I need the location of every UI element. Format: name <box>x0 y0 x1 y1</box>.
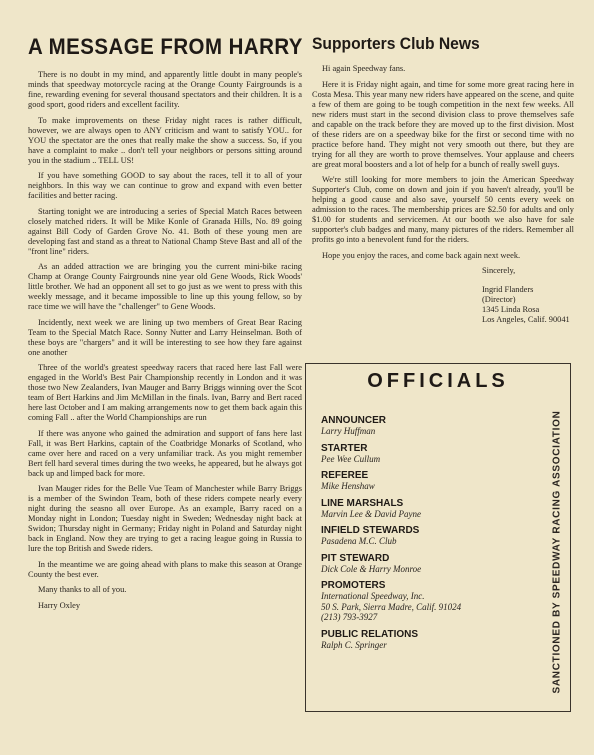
paragraph: Ivan Mauger rides for the Belle Vue Team of Manchester while Barry Briggs is a member of the Swindon Team, both of these riders compete nearly every night during the seasno all over Europe. As an example, Barry raced on a Monday night in London; Tuesday night in Sweden; Wednesday night back at Swidon; Thursday night in Germany; Friday night in Poland and Saturday night back in England. Now they are trying to get a racing league going in Russia to lure the top British and Swede riders. <box>28 484 302 553</box>
official-role: ANNOUNCER <box>321 415 386 426</box>
official-entry <box>321 443 536 465</box>
official-name: Pasadena M.C. Club <box>321 536 397 546</box>
paragraph: We're still looking for more members to join the American Speedway Supporter's Club, come on down and join if you haven't already, you'll be helping a good cause and also save, yourself 50 cents every week on admission to the races. The membership prices are $2.50 for adults and only $1.00 for students and servicemen. At our booth we also have for sale supporter's club badges and many, many pictures of the riders. Remember all profits go into a benevolent fund for the riders. <box>312 175 574 244</box>
signature-line: 1345 Linda Rosa <box>482 305 540 314</box>
official-name: (213) 793-3927 <box>321 612 378 622</box>
paragraph: Starting tonight we are introducing a series of Special Match Races between closely matched riders. It will be Mike Konle of Granada Hills, No. 89 going against Bill Cody of Garden Grove No. 41. Both of these young men are developing fast and stand as a threat to National Champ Steve Bast and all of the "front line" riders. <box>28 206 302 256</box>
officials-title: OFFICIALS <box>367 370 509 392</box>
signature-line: (Director) <box>482 295 516 304</box>
paragraph: Three of the world's greatest speedway racers that raced here last Fall were engaged in the World's Best Pair Championship recently in London and it was those two New Zealanders, Ivan Mauger and Barry Briggs winning over the Scot team of Bert Harkins and Jim McMillan in the finals. Ivan, Barry and Bert raced here last October and I am making arrangements now to get them back again this coming Fall .. after the World Championships are run <box>28 363 302 422</box>
official-name: Marvin Lee & David Payne <box>321 508 421 519</box>
official-role: REFEREE <box>321 470 369 481</box>
paragraph: Hi again Speedway fans. <box>322 64 406 73</box>
official-name: International Speedway, Inc. <box>321 591 425 601</box>
official-entry <box>321 470 536 492</box>
harry-thanks: Many thanks to all of you. <box>38 585 127 594</box>
harry-signature: Harry Oxley <box>38 600 81 610</box>
supporters-club-body <box>312 64 574 261</box>
harry-message-title: A MESSAGE FROM HARRY <box>28 34 303 59</box>
official-role: PROMOTERS <box>321 580 386 591</box>
closing-line: Sincerely, <box>482 266 516 275</box>
harry-message-body <box>28 70 302 580</box>
official-name: Dick Cole & Harry Monroe <box>321 563 422 574</box>
paragraph: As an added attraction we are bringing you the current mini-bike racing Champ at Orange County Fairgrounds nine year old Gene Woods, Rick Woods' little brother. We had an opponent all set to go just as we went to press with this weekly message, and it became impossible to line up this young fellow, so by race time we will have the "challenger" to Gene Woods. <box>28 262 302 311</box>
official-entry <box>321 629 536 651</box>
official-entry <box>321 498 536 520</box>
officials-box <box>305 363 571 712</box>
official-entry <box>321 580 536 623</box>
official-entry <box>321 553 536 575</box>
official-role: PUBLIC RELATIONS <box>321 628 419 640</box>
paragraph: There is no doubt in my mind, and apparently little doubt in many people's minds that speedway motorcycle racing at the Orange County Fairgrounds is a fine, rewarding evening for several thousand spectators and their children. It is a good sport, good riders and excellent facility. <box>28 70 302 109</box>
official-role: PIT STEWARD <box>321 552 390 564</box>
official-role: INFIELD STEWARDS <box>321 525 420 536</box>
official-name: Mike Henshaw <box>321 481 375 491</box>
official-role: LINE MARSHALS <box>321 497 404 509</box>
sanction-label: SANCTIONED BY SPEEDWAY RACING ASSOCIATION <box>551 410 563 694</box>
paragraph: If you have something GOOD to say about the races, tell it to all of your neighbors. In this way we can continue to grow and expand with even better facilities and better racing. <box>28 171 302 200</box>
official-role: STARTER <box>321 442 368 454</box>
official-name: Larry Huffman <box>321 426 376 436</box>
supporters-club-signature <box>482 266 574 325</box>
officials-list <box>321 415 536 656</box>
paragraph: To make improvements on these Friday night races is rather difficult, however, we are always open to ANY criticism and want to satisfy YOU.. for YOU the spectator are the ones that really make the show a success. So, if you have a complaint to make .. don't tell your neighbors or persons sitting around you in the stadium .. TELL US! <box>28 115 302 165</box>
official-name: Ralph C. Springer <box>321 639 387 650</box>
paragraph: Hope you enjoy the races, and come back again next week. <box>322 250 521 260</box>
signature-line: Ingrid Flanders <box>482 285 534 294</box>
sanction-label-wrapper <box>547 402 567 702</box>
official-entry <box>321 415 536 437</box>
paragraph: If there was anyone who gained the admiration and support of fans here last Fall, it was Bert Harkins, captain of the Coatbridge Monarks of Scotland, who came over here and raced on a very unfamiliar track. As you might remember Bert fell hard several times during the two weeks, he appeared, but he always got back up and limped back for more. <box>28 428 302 478</box>
official-name: Pee Wee Cullum <box>321 453 381 464</box>
supporters-club-column <box>312 34 574 325</box>
harry-message-column <box>28 34 302 616</box>
official-name: 50 S. Park, Sierra Madre, Calif. 91024 <box>321 601 462 612</box>
supporters-club-title: Supporters Club News <box>312 34 480 53</box>
paragraph: Incidently, next week we are lining up two members of Great Bear Racing Team to the Special Match Race. Sonny Nutter and Larry Heinselman. Both of these boys are "chargers" and it will be interesting to see how they fare against one another <box>28 317 302 357</box>
paragraph: Here it is Friday night again, and time for some more great racing here in Costa Mesa. This year many new riders have appeared on the scene, and quite a few of them are going to be tough competition in the next few weeks. All new riders must start in the second division class to prove themselves safe and capable on the track before they are moved up to the first division. Most of these riders are on a speedway bike for the first or second time with no practice before hand. They might not very smooth out there, but they are trying for all they are worth to prove themselves. Your applause and cheers are great moral boosters and a lot of help for a bunch of really swell guys. <box>312 79 574 169</box>
official-entry <box>321 525 536 547</box>
signature-line: Los Angeles, Calif. 90041 <box>482 315 570 324</box>
paragraph: In the meantime we are going ahead with plans to make this season at Orange County the best ever. <box>28 559 302 579</box>
